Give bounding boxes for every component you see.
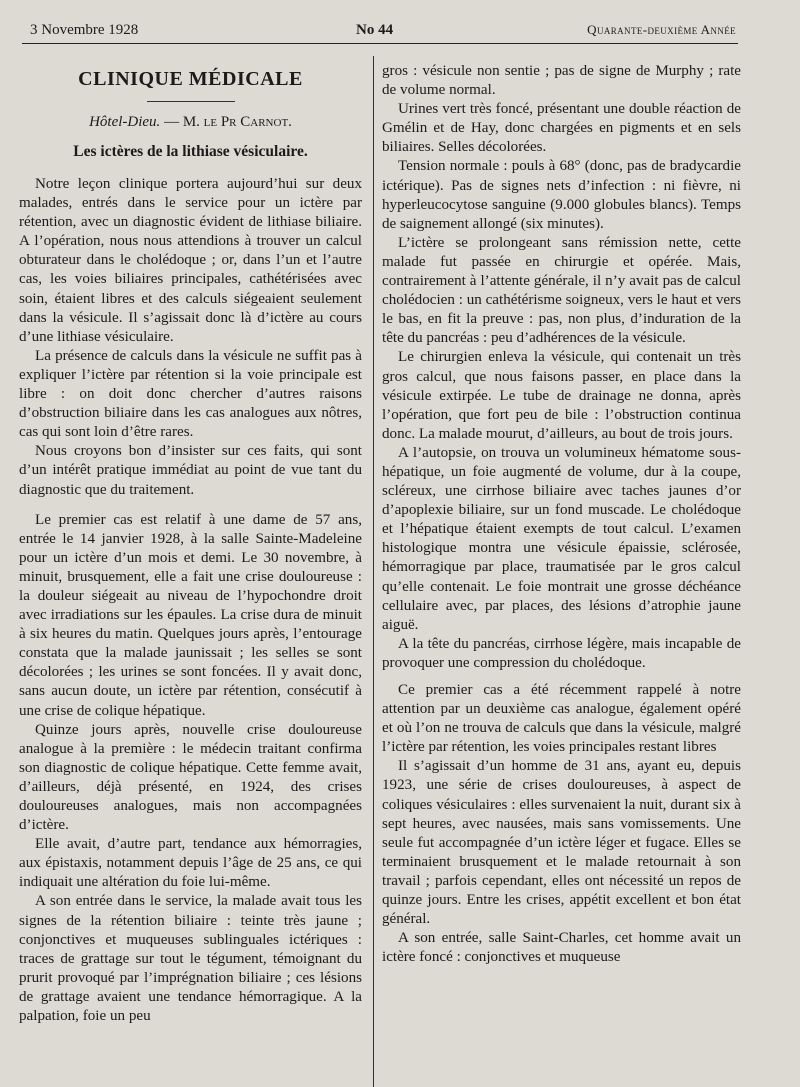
paragraph: Elle avait, d’autre part, tendance aux hémorragies, aux épistaxis, notamment depuis l’âge de 25 ans, ce qui indiquait une altération du foie lui-même. xyxy=(19,836,362,891)
paragraph: A son entrée dans le service, la malade avait tous les signes de la rétention biliaire : teinte très jaune ; conjonctives et muqueuses sublinguales ictériques : traces de grattage sur tout le tégument, témoignant du prurit provoqué par l’imprégnation biliaire ; ces lésions de grattage avaient une tendance hémorragique. A la palpation, foie un peu xyxy=(19,893,362,1025)
article-subtitle: Les ictères de la lithiase vésiculaire. xyxy=(73,143,308,160)
hospital-name: Hôtel-Dieu. xyxy=(89,114,161,130)
paragraph: Le premier cas est relatif à une dame de 57 ans, entrée le 14 janvier 1928, à la salle Sainte-Madeleine pour un ictère d’un mois et demi. Le 30 novembre, à minuit, brusquement, elle a fait une crise douloureuse : la douleur siégeait au niveau de l’hypochondre droit avec irradiations sur les épaules. La crise dura de minuit à six heures du matin. Quelques jours après, l’entourage constata que la malade jaunissait ; les selles se sont décolorées ; les urines se sont foncées. Il y avait donc, sans aucun doute, un ictère par rétention, consécutif à une crise de colique hépatique. xyxy=(19,511,362,719)
paragraph: Tension normale : pouls à 68° (donc, pas de bradycardie ictérique). Pas de signes nets d’infection : ni fièvre, ni hyperleucocytose sanguine (9.000 globules blancs). Temps de saignement allongé (six minutes). xyxy=(382,158,741,232)
paragraph: A la tête du pancréas, cirrhose légère, mais incapable de provoquer une compression du cholédoque. xyxy=(382,635,741,671)
paragraph: Nous croyons bon d’insister sur ces faits, qui sont d’un intérêt pratique immédiat au point de vue tant du diagnostic que du traitement. xyxy=(19,443,362,498)
issue-number: No 44 xyxy=(356,22,394,38)
right-column xyxy=(382,62,741,967)
paragraph: A l’autopsie, on trouva un volumineux hématome sous-hépatique, un foie augmenté de volume, dur à la coupe, scléreux, une cirrhose biliaire avec taches jaunes d’or d’apoplexie biliaire, sur un fond muscade. Le cholédoque et l’hépatique étaient exempts de tout calcul. L’examen histologique montra une vésicule épaissie, sclérosée, hémorragique par place, traumatisée par le gros calcul qu’elle contenait. Le foie montrait une grosse déchéance cellulaire avec, par places, des lésions d’atrophie jaune aiguë. xyxy=(382,444,741,633)
paragraph: Quinze jours après, nouvelle crise douloureuse analogue à la première : le médecin traitant confirma son diagnostic de colique hépatique. Cette femme avait, d’ailleurs, déjà présenté, en 1924, des crises douloureuses analogues, mais non accompagnées d’ictère. xyxy=(19,721,362,834)
author-name: — M. le Pr Carnot. xyxy=(164,114,292,130)
paragraph: Urines vert très foncé, présentant une double réaction de Gmélin et de Hay, donc chargées en pigments et en sels biliaires. Selles décolorées. xyxy=(382,101,741,156)
column-divider xyxy=(373,56,374,1087)
paragraph: La présence de calculs dans la vésicule ne suffit pas à expliquer l’ictère par rétention si la voie principale est libre : on doit donc chercher d’autres raisons d’obstruction biliaire dans les cas analogues aux nôtres, cas qui sont loin d’être rares. xyxy=(19,347,362,441)
author-line xyxy=(19,113,362,132)
paragraph: A son entrée, salle Saint-Charles, cet homme avait un ictère foncé : conjonctives et muqueuse xyxy=(382,930,741,966)
paragraph: gros : vésicule non sentie ; pas de signe de Murphy ; rate de volume normal. xyxy=(382,63,741,99)
paragraph-gap xyxy=(382,673,741,681)
header-rule xyxy=(22,43,738,44)
issue-date: 3 Novembre 1928 xyxy=(30,22,139,38)
volume-year: Quarante-deuxième Année xyxy=(587,22,736,37)
paragraph: L’ictère se prolongeant sans rémission nette, cette malade fut passée en chirurgie et opérée. Mais, contrairement à l’attente générale, il n’y avait pas de calcul cholédocien : un cathétérisme soigneux, vers le haut et vers le bas, en fit la preuve : pas, non plus, d’induration de la tête du pancréas : peu d’adhérences de la vésicule. xyxy=(382,234,741,347)
paragraph: Notre leçon clinique portera aujourd’hui sur deux malades, entrés dans le service pour un ictère par rétention, avec un diagnostic évident de lithiase biliaire. A l’opération, nous nous attendions à trouver un calcul obturateur dans le cholédoque ; or, dans l’un et l’autre cas, les voies biliaires principales, cathétérisées avec soin, étaient libres et des calculs siégeaient seulement dans la vésicule. Il s’agissait donc là d’ictère au cours d’une lithiase vésiculaire. xyxy=(19,176,362,345)
paragraph-gap xyxy=(19,500,362,511)
page-header xyxy=(30,22,736,42)
left-column xyxy=(19,62,362,1026)
paragraph: Ce premier cas a été récemment rappelé à notre attention par un deuxième cas analogue, également opéré et où l’on ne trouva de calculs que dans la vésicule, malgré l’ictère par rétention, les voies principales restant libres xyxy=(382,682,741,756)
paragraph: Il s’agissait d’un homme de 31 ans, ayant eu, depuis 1923, une série de crises douloureuses, à aspect de coliques vésiculaires : elles survenaient la nuit, durant six à sept heures, avec nausées, mais sans vomissements. Une seule fut accompagnée d’un ictère léger et fugace. Elles se terminaient brusquement et le malade retournait à son travail ; parfois cependant, elles ont nécessité un repos de quinze jours. Entre les crises, appétit excellent et bon état général. xyxy=(382,758,741,928)
title-rule xyxy=(147,101,235,102)
section-title: CLINIQUE MÉDICALE xyxy=(78,68,303,90)
paragraph: Le chirurgien enleva la vésicule, qui contenait un très gros calcul, que nous faisons passer, en place dans la vésicule extirpée. Le tube de drainage ne donna, après l’opération, que fort peu de bile : l’obstruction continua donc. La malade mourut, d’ailleurs, au bout de trois jours. xyxy=(382,349,741,442)
